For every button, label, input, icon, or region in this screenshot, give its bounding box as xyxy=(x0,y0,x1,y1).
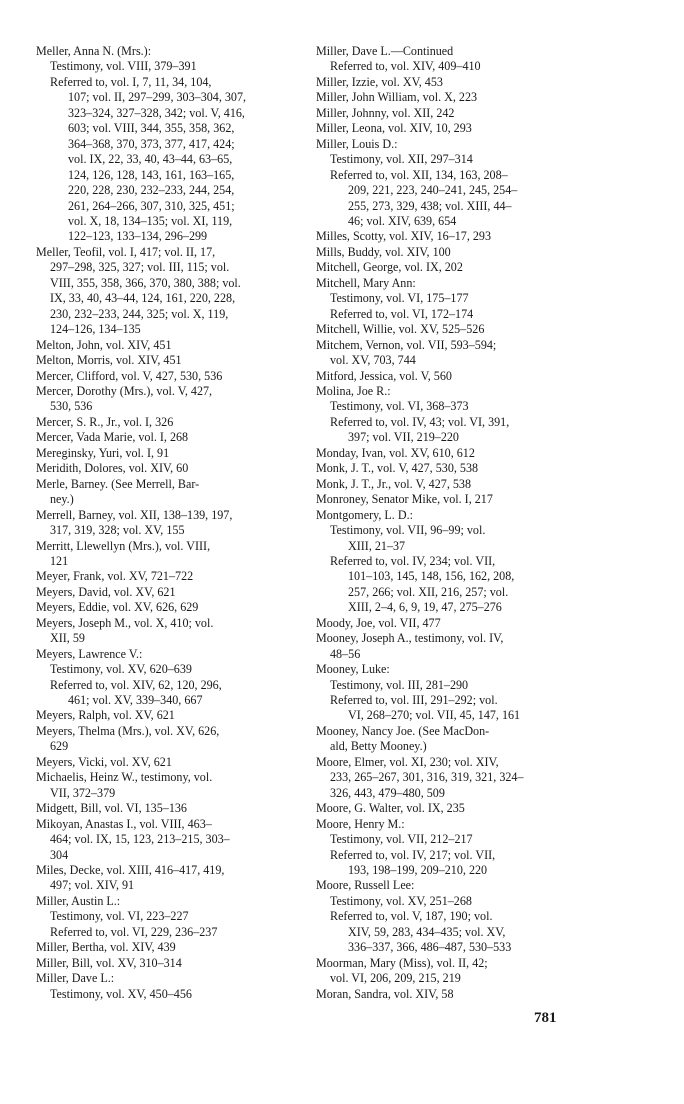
index-entry: Mooney, Nancy Joe. (See MacDon- xyxy=(316,723,490,738)
index-subentry: 124–126, 134–135 xyxy=(50,322,141,337)
index-subentry: 336–337, 366, 486–487, 530–533 xyxy=(348,940,512,955)
index-entry: Miller, Johnny, vol. XII, 242 xyxy=(316,105,455,120)
index-entry: Merrell, Barney, vol. XII, 138–139, 197, xyxy=(36,507,233,522)
index-subentry: Referred to, vol. IV, 43; vol. VI, 391, xyxy=(330,414,510,429)
index-subentry: 233, 265–267, 301, 316, 319, 321, 324– xyxy=(330,770,524,785)
index-subentry: 209, 221, 223, 240–241, 245, 254– xyxy=(348,183,518,198)
index-entry: Moody, Joe, vol. VII, 477 xyxy=(316,615,441,630)
index-subentry: 257, 266; vol. XII, 216, 257; vol. xyxy=(348,584,509,599)
index-entry: Montgomery, L. D.: xyxy=(316,507,413,522)
index-subentry: Referred to, vol. XII, 134, 163, 208– xyxy=(330,167,508,182)
index-entry: Milles, Scotty, vol. XIV, 16–17, 293 xyxy=(316,229,492,244)
index-entry: Miles, Decke, vol. XIII, 416–417, 419, xyxy=(36,863,225,878)
index-subentry: Testimony, vol. XII, 297–314 xyxy=(330,152,473,167)
index-subentry: Referred to, vol. XIV, 62, 120, 296, xyxy=(50,677,222,692)
index-entry: Monday, Ivan, vol. XV, 610, 612 xyxy=(316,445,475,460)
index-subentry: Referred to, vol. VI, 172–174 xyxy=(330,306,474,321)
index-subentry: 497; vol. XIV, 91 xyxy=(50,878,135,893)
index-entry: Moran, Sandra, vol. XIV, 58 xyxy=(316,986,454,1001)
index-subentry: 323–324, 327–328, 342; vol. V, 416, xyxy=(68,105,245,120)
index-entry: Meyers, Vicki, vol. XV, 621 xyxy=(36,754,172,769)
index-entry: Meridith, Dolores, vol. XIV, 60 xyxy=(36,461,189,476)
index-entry: Monk, J. T., Jr., vol. V, 427, 538 xyxy=(316,476,472,491)
index-entry: Mitford, Jessica, vol. V, 560 xyxy=(316,368,452,383)
index-entry: Moorman, Mary (Miss), vol. II, 42; xyxy=(316,955,488,970)
index-entry: Merritt, Llewellyn (Mrs.), vol. VIII, xyxy=(36,538,211,553)
index-subentry: 107; vol. II, 297–299, 303–304, 307, xyxy=(68,90,247,105)
index-subentry: 629 xyxy=(50,739,69,754)
index-entry: Mereginsky, Yuri, vol. I, 91 xyxy=(36,445,170,460)
index-subentry: Testimony, vol. III, 281–290 xyxy=(330,677,469,692)
index-entry: Mercer, Vada Marie, vol. I, 268 xyxy=(36,430,189,445)
index-entry: Miller, Bill, vol. XV, 310–314 xyxy=(36,955,182,970)
index-entry: Miller, Leona, vol. XIV, 10, 293 xyxy=(316,121,472,136)
index-entry: Mitchell, George, vol. IX, 202 xyxy=(316,260,463,275)
index-subentry: Testimony, vol. VII, 96–99; vol. xyxy=(330,523,486,538)
index-entry: Meyers, Eddie, vol. XV, 626, 629 xyxy=(36,600,199,615)
index-entry: Michaelis, Heinz W., testimony, vol. xyxy=(36,770,213,785)
index-entry: Mooney, Luke: xyxy=(316,662,390,677)
index-entry: Melton, John, vol. XIV, 451 xyxy=(36,337,172,352)
index-entry: Melton, Morris, vol. XIV, 451 xyxy=(36,353,182,368)
index-subentry: 121 xyxy=(50,553,69,568)
index-column-left xyxy=(36,44,290,1002)
index-entry: Meyers, Thelma (Mrs.), vol. XV, 626, xyxy=(36,723,220,738)
index-subentry: XIV, 59, 283, 434–435; vol. XV, xyxy=(348,924,506,939)
index-entry: Mooney, Joseph A., testimony, vol. IV, xyxy=(316,631,504,646)
index-subentry: Testimony, vol. VII, 212–217 xyxy=(330,832,473,847)
index-entry: Monroney, Senator Mike, vol. I, 217 xyxy=(316,492,493,507)
index-subentry: VI, 268–270; vol. VII, 45, 147, 161 xyxy=(348,708,521,723)
index-entry: Mercer, S. R., Jr., vol. I, 326 xyxy=(36,414,174,429)
index-entry: Merle, Barney. (See Merrell, Bar- xyxy=(36,476,200,491)
index-entry: Miller, Dave L.—Continued xyxy=(316,44,454,58)
index-entry: Molina, Joe R.: xyxy=(316,383,391,398)
index-entry: Meyers, Ralph, vol. XV, 621 xyxy=(36,708,175,723)
index-subentry: Testimony, vol. VIII, 379–391 xyxy=(50,59,197,74)
index-subentry: Testimony, vol. XV, 620–639 xyxy=(50,662,192,677)
index-subentry: Testimony, vol. XV, 450–456 xyxy=(50,986,192,1001)
index-subentry: 46; vol. XIV, 639, 654 xyxy=(348,213,457,228)
index-subentry: Testimony, vol. VI, 223–227 xyxy=(50,909,189,924)
index-entry: Meyers, Lawrence V.: xyxy=(36,646,143,661)
index-subentry: Referred to, vol. III, 291–292; vol. xyxy=(330,693,498,708)
index-subentry: Referred to, vol. IV, 234; vol. VII, xyxy=(330,553,496,568)
index-subentry: VII, 372–379 xyxy=(50,785,116,800)
index-entry: Meller, Teofil, vol. I, 417; vol. II, 17, xyxy=(36,244,216,259)
index-entry: Mercer, Clifford, vol. V, 427, 530, 536 xyxy=(36,368,223,383)
index-subentry: vol. VI, 206, 209, 215, 219 xyxy=(330,971,461,986)
index-subentry: 326, 443, 479–480, 509 xyxy=(330,785,445,800)
index-subentry: 464; vol. IX, 15, 123, 213–215, 303– xyxy=(50,832,230,847)
index-entry: Mikoyan, Anastas I., vol. VIII, 463– xyxy=(36,816,212,831)
index-entry: Meyer, Frank, vol. XV, 721–722 xyxy=(36,569,194,584)
index-subentry: 230, 232–233, 244, 325; vol. X, 119, xyxy=(50,306,229,321)
index-entry: Moore, Henry M.: xyxy=(316,816,405,831)
index-entry: Miller, John William, vol. X, 223 xyxy=(316,90,478,105)
index-entry: Meyers, David, vol. XV, 621 xyxy=(36,584,176,599)
index-entry: Mills, Buddy, vol. XIV, 100 xyxy=(316,244,451,259)
index-entry: Meller, Anna N. (Mrs.): xyxy=(36,44,152,58)
index-subentry: 397; vol. VII, 219–220 xyxy=(348,430,459,445)
index-entry: Mitchell, Mary Ann: xyxy=(316,275,416,290)
index-entry: Moore, Russell Lee: xyxy=(316,878,415,893)
index-subentry: IX, 33, 40, 43–44, 124, 161, 220, 228, xyxy=(50,291,236,306)
index-subentry: 124, 126, 128, 143, 161, 163–165, xyxy=(68,167,235,182)
index-subentry: Referred to, vol. XIV, 409–410 xyxy=(330,59,481,74)
index-subentry: XIII, 21–37 xyxy=(348,538,406,553)
index-subentry: Testimony, vol. VI, 368–373 xyxy=(330,399,469,414)
index-subentry: vol. IX, 22, 33, 40, 43–44, 63–65, xyxy=(68,152,233,167)
index-entry: Miller, Izzie, vol. XV, 453 xyxy=(316,74,443,89)
index-entry: Midgett, Bill, vol. VI, 135–136 xyxy=(36,801,187,816)
index-subentry: 193, 198–199, 209–210, 220 xyxy=(348,863,488,878)
index-entry: Miller, Bertha, vol. XIV, 439 xyxy=(36,940,176,955)
index-subentry: Referred to, vol. I, 7, 11, 34, 104, xyxy=(50,74,212,89)
index-subentry: 220, 228, 230, 232–233, 244, 254, xyxy=(68,183,235,198)
index-subentry: 603; vol. VIII, 344, 355, 358, 362, xyxy=(68,121,235,136)
index-subentry: Referred to, vol. VI, 229, 236–237 xyxy=(50,924,218,939)
index-subentry: ald, Betty Mooney.) xyxy=(330,739,427,754)
index-entry: Moore, Elmer, vol. XI, 230; vol. XIV, xyxy=(316,754,499,769)
index-entry: Mercer, Dorothy (Mrs.), vol. V, 427, xyxy=(36,383,213,398)
index-subentry: Testimony, vol. XV, 251–268 xyxy=(330,893,472,908)
index-entry: Miller, Dave L.: xyxy=(36,971,115,986)
index-subentry: 101–103, 145, 148, 156, 162, 208, xyxy=(348,569,515,584)
index-subentry: Referred to, vol. IV, 217; vol. VII, xyxy=(330,847,496,862)
index-subentry: vol. XV, 703, 744 xyxy=(330,353,416,368)
index-subentry: 255, 273, 329, 438; vol. XIII, 44– xyxy=(348,198,512,213)
index-subentry: 304 xyxy=(50,847,69,862)
index-subentry: XII, 59 xyxy=(50,631,85,646)
index-subentry: 261, 264–266, 307, 310, 325, 451; xyxy=(68,198,235,213)
index-entry: Meyers, Joseph M., vol. X, 410; vol. xyxy=(36,615,214,630)
page-number: 781 xyxy=(534,1010,557,1026)
index-entry: Mitchem, Vernon, vol. VII, 593–594; xyxy=(316,337,497,352)
index-subentry: 530, 536 xyxy=(50,399,93,414)
index-column-right xyxy=(316,44,572,1002)
index-subentry: 317, 319, 328; vol. XV, 155 xyxy=(50,523,185,538)
index-subentry: XIII, 2–4, 6, 9, 19, 47, 275–276 xyxy=(348,600,502,615)
index-subentry: ney.) xyxy=(50,492,74,507)
index-subentry: Testimony, vol. VI, 175–177 xyxy=(330,291,469,306)
index-entry: Mitchell, Willie, vol. XV, 525–526 xyxy=(316,322,485,337)
index-entry: Moore, G. Walter, vol. IX, 235 xyxy=(316,801,465,816)
index-entry: Monk, J. T., vol. V, 427, 530, 538 xyxy=(316,461,479,476)
index-entry: Miller, Austin L.: xyxy=(36,893,121,908)
index-subentry: 461; vol. XV, 339–340, 667 xyxy=(68,693,203,708)
index-subentry: 122–123, 133–134, 296–299 xyxy=(68,229,208,244)
index-subentry: VIII, 355, 358, 366, 370, 380, 388; vol. xyxy=(50,275,241,290)
index-subentry: 48–56 xyxy=(330,646,361,661)
index-subentry: vol. X, 18, 134–135; vol. XI, 119, xyxy=(68,213,233,228)
index-subentry: 364–368, 370, 373, 377, 417, 424; xyxy=(68,136,235,151)
index-entry: Miller, Louis D.: xyxy=(316,136,398,151)
index-subentry: 297–298, 325, 327; vol. III, 115; vol. xyxy=(50,260,230,275)
index-subentry: Referred to, vol. V, 187, 190; vol. xyxy=(330,909,493,924)
